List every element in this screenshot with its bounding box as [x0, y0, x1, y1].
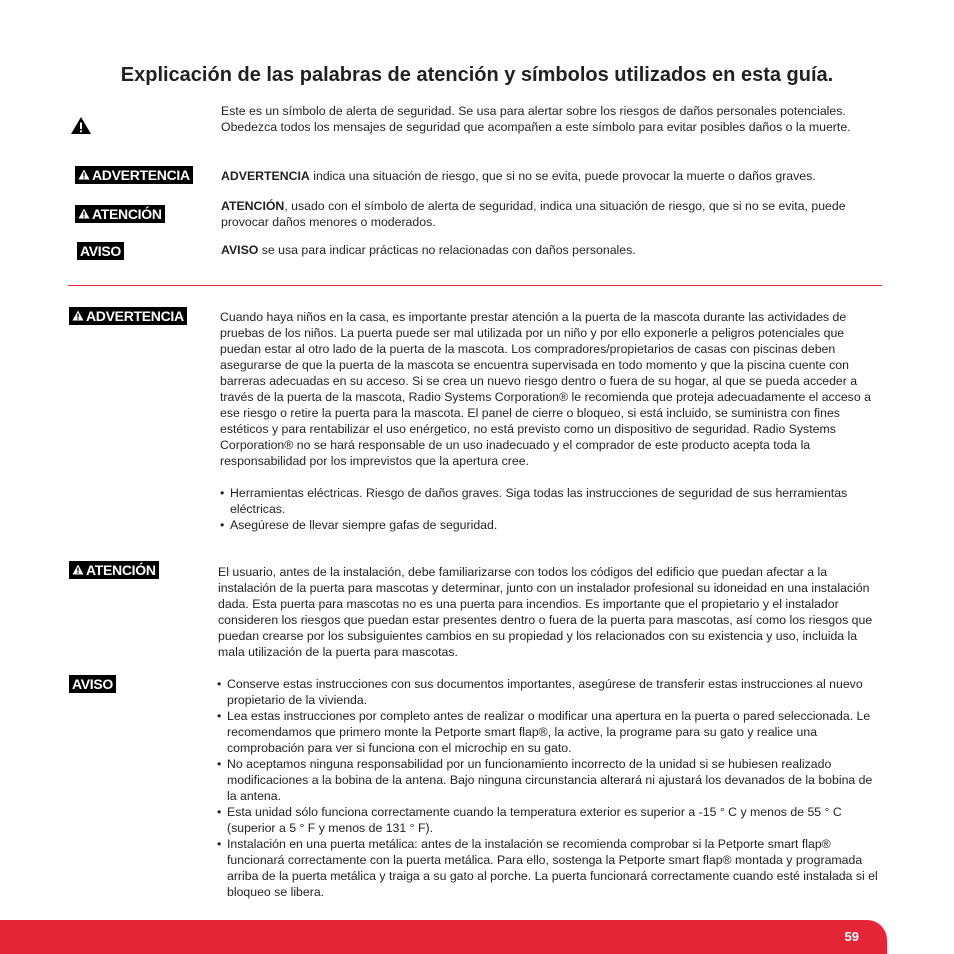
advertencia-bullet-list: [220, 485, 888, 533]
list-item: • Asegúrese de llevar siempre gafas de seguridad.: [220, 517, 888, 533]
list-item: • Esta unidad sólo funciona correctamente cuando la temperatura exterior es superior a -15 ° C y menos de 55 ° C (superior a 5 ° F y menos de 131 ° F).: [217, 804, 885, 836]
aviso-section-badge: AVISO: [69, 675, 116, 693]
list-item: • No aceptamos ninguna responsabilidad por un funcionamiento incorrecto de la unidad si se hubiesen realizado modificaciones a la bobina de la antena. Bajo ninguna circunstancia alterará ni ajustará los devanados de la bobina de la antena.: [217, 756, 885, 804]
page-number: 59: [844, 929, 859, 944]
section-divider: [68, 285, 882, 286]
list-item: • Herramientas eléctricas. Riesgo de daños graves. Siga todas las instrucciones de seguridad de sus herramientas eléctricas.: [220, 485, 888, 517]
aviso-bullet-list: [217, 676, 885, 900]
list-item: • Lea estas instrucciones por completo antes de realizar o modificar una apertura en la puerta o pared seleccionada. Le recomendamos que primero monte la Petporte smart flap®, la active, la programe para su gato y realice una comprobación para ver si funciona con el microchip en su gato.: [217, 708, 885, 756]
advertencia-section-body: [220, 309, 888, 533]
atencion-section-body: [218, 564, 878, 660]
atencion-definition: ATENCIÓN, usado con el símbolo de alerta de seguridad, indica una situación de riesgo, que si no se evita, puede provocar daños menores o moderados.: [221, 199, 846, 229]
aviso-badge: AVISO: [77, 242, 124, 260]
aviso-definition: AVISO se usa para indicar prácticas no relacionadas con daños personales.: [221, 243, 636, 257]
atencion-badge: ATENCIÓN: [75, 205, 165, 223]
list-item: • Instalación en una puerta metálica: antes de la instalación se recomienda comprobar si la Petporte smart flap® funcionará correctamente con la puerta metálica. Para ello, sostenga la Petporte smart flap® montada y programada arriba de la puerta metálica y traiga a su gato al porche. La puerta funcionará correctamente cuando esté instalada si el bloqueo se libera.: [217, 836, 885, 900]
warning-triangle-icon: [78, 205, 90, 223]
warning-triangle-icon: [72, 561, 84, 579]
page-title: Explicación de las palabras de atención y símbolos utilizados en esta guía.: [120, 64, 834, 86]
atencion-paragraph: El usuario, antes de la instalación, debe familiarizarse con todos los códigos del edificio que puedan afectar a la instalación de la puerta para mascotas y determinar, junto con un instalador profesional su idoneidad en una instalación dada. Esta puerta para mascotas no es una puerta para incendios. Es importante que el propietario y el instalador consideren los riesgos que puedan estar presentes dentro o fuera de la puerta para mascotas, así como los riesgos que puedan crearse por los subsiguientes cambios en su propiedad y los relacionados con su existencia y uso, incluida la mala utilización de la puerta para mascotas.: [218, 565, 873, 659]
warning-triangle-icon: [70, 116, 92, 140]
advertencia-badge: ADVERTENCIA: [75, 166, 193, 184]
aviso-section-body: [217, 676, 885, 900]
advertencia-definition: ADVERTENCIA indica una situación de riesgo, que si no se evita, puede provocar la muerte o daños graves.: [221, 169, 816, 183]
atencion-section-badge: ATENCIÓN: [69, 561, 159, 579]
advertencia-paragraph: Cuando haya niños en la casa, es importante prestar atención a la puerta de la mascota durante las actividades de pruebas de los niños. La puerta puede ser mal utilizada por un niño y por ello exponerle a peligros potenciales que puedan estar al otro lado de la puerta de la mascota. Los compradores/propietarios de casas con piscinas deben asegurarse de que la puerta de la mascota se encuentra supervisada en todo momento y que la piscina cuente con barreras adecuadas en su acceso. Si se crea un nuevo riesgo dentro o fuera de su hogar, al que se pueda acceder a través de la puerta de la mascota, Radio Systems Corporation® le recomienda que proteja adecuadamente el acceso a ese riesgo o retire la puerta para la mascota. El panel de cierre o bloqueo, si está incluido, se suministra con fines estéticos y para rentabilizar el uso enérgetico, no está previsto como un dispositivo de seguridad. Radio Systems Corporation® no se hará responsable de un uso inadecuado y el comprador de este producto acepta toda la responsabilidad por los imprevistos que la apertura cree.: [220, 310, 871, 468]
warning-triangle-icon: [72, 307, 84, 325]
list-item: • Conserve estas instrucciones con sus documentos importantes, asegúrese de transferir estas instrucciones al nuevo propietario de la vivienda.: [217, 676, 885, 708]
advertencia-section-badge: ADVERTENCIA: [69, 307, 187, 325]
warning-triangle-icon: [78, 166, 90, 184]
footer-bar: [0, 920, 887, 954]
safety-alert-description: Este es un símbolo de alerta de seguridad. Se usa para alertar sobre los riesgos de daños personales potenciales. Obedezca todos los mensajes de seguridad que acompañen a este símbolo para evitar posibles daños o la muerte.: [221, 104, 851, 134]
